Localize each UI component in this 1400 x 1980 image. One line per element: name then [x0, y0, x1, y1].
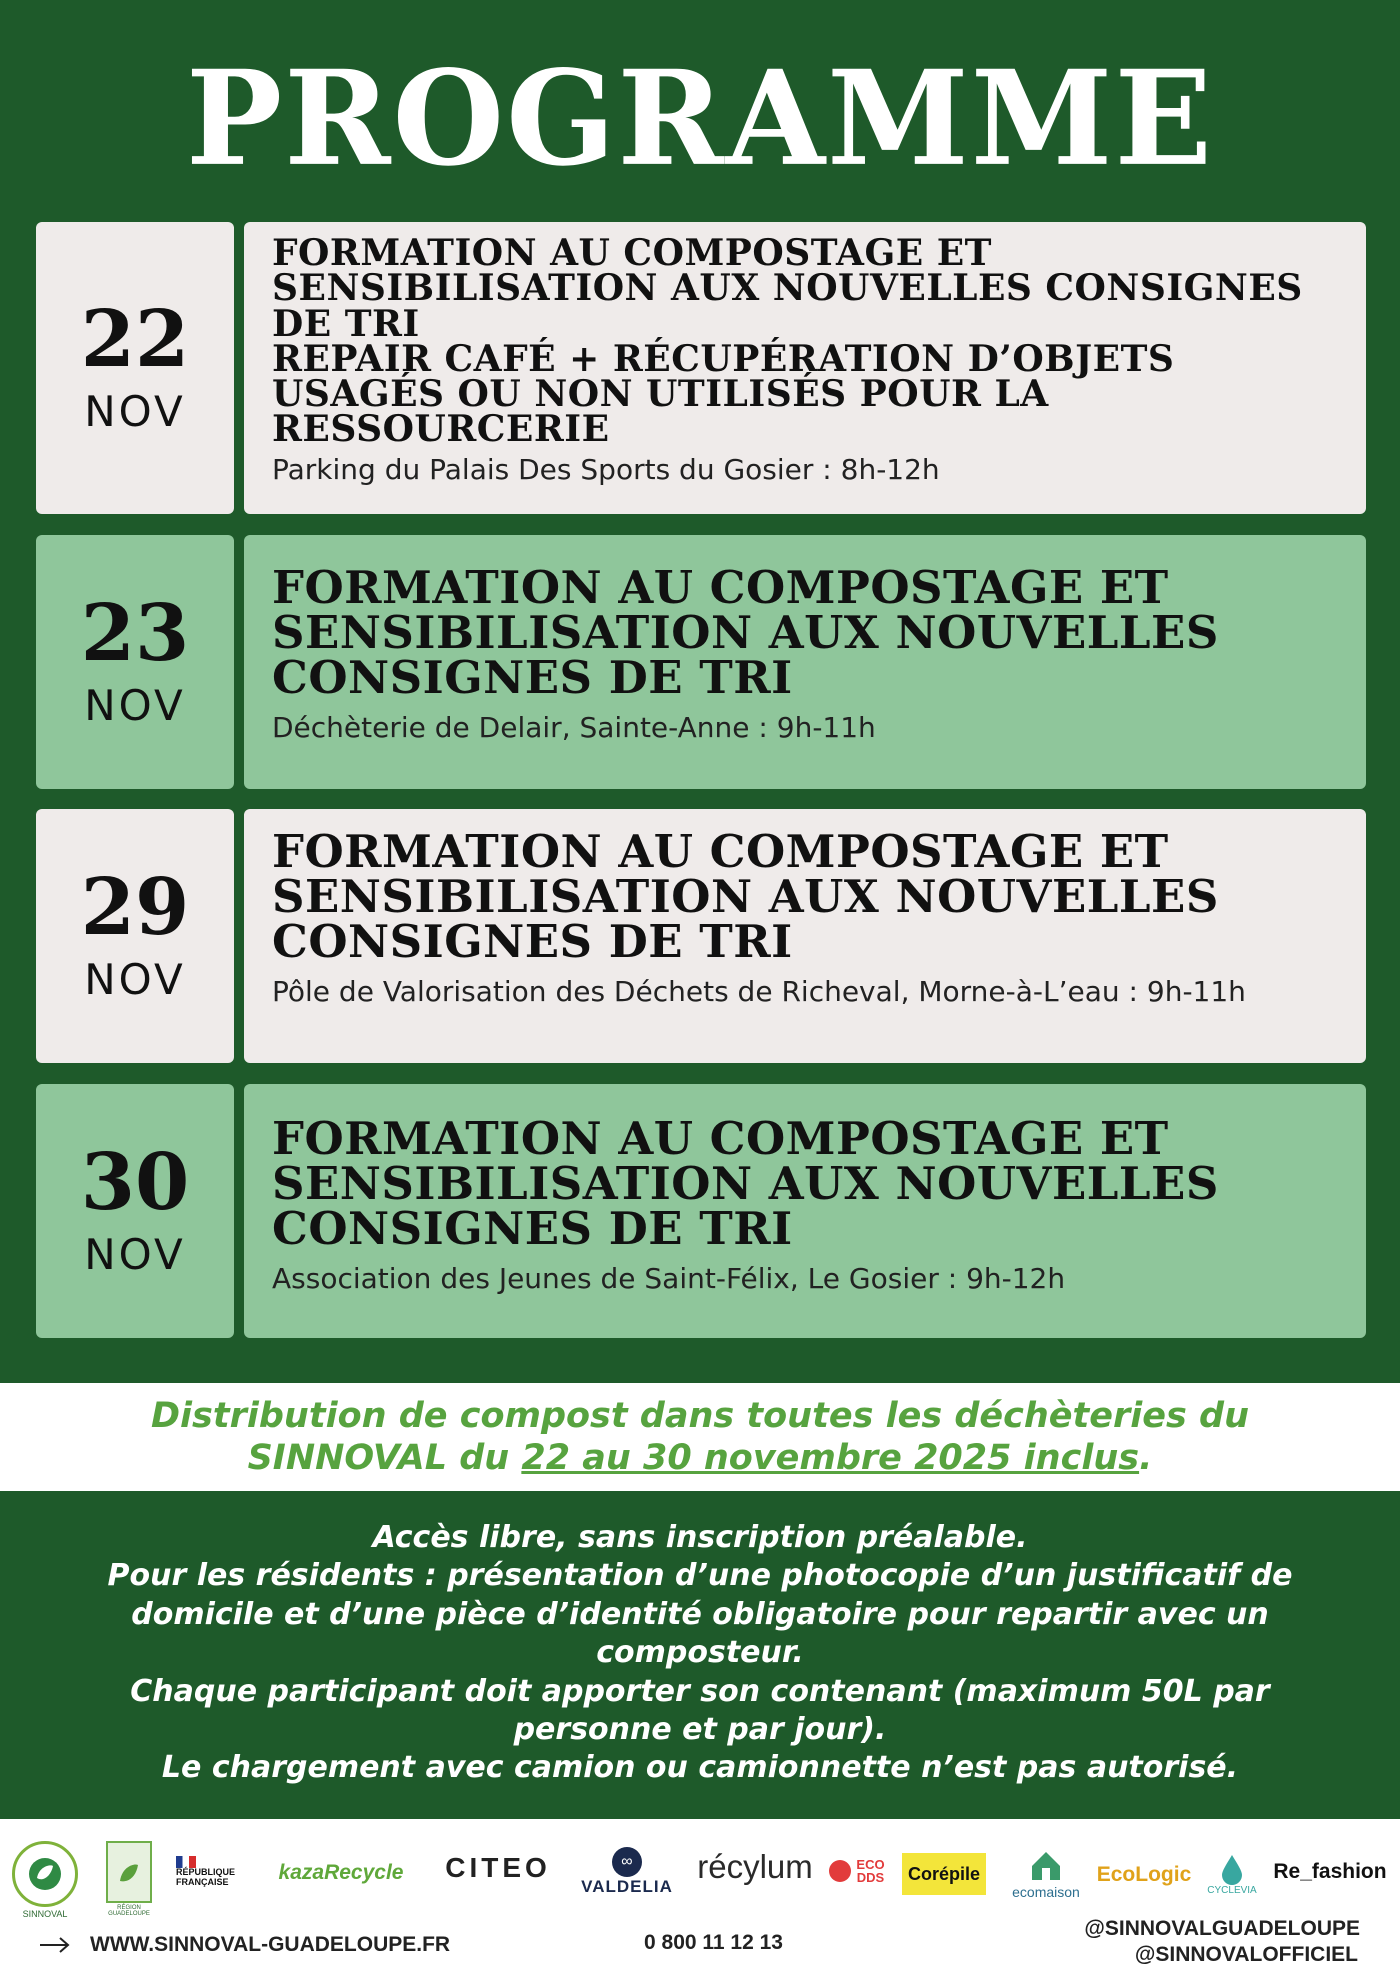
- phone-number: 0 800 11 12 13: [644, 1931, 783, 1954]
- page-title: PROGRAMME: [185, 42, 1215, 196]
- distribution-suffix: .: [1139, 1438, 1153, 1478]
- republique-text: RÉPUBLIQUE FRANÇAISE: [176, 1867, 236, 1887]
- event-23-nov: [36, 535, 1366, 789]
- republique-logo: [176, 1849, 240, 1895]
- cyclevia-logo: [1200, 1841, 1264, 1907]
- event-day: 23: [80, 587, 190, 679]
- event-title-line: FORMATION AU COMPOSTAGE ET: [272, 1112, 1169, 1165]
- recylum-logo: récylum: [697, 1848, 813, 1885]
- event-card: [244, 222, 1366, 514]
- distribution-line-2: [0, 1437, 1400, 1479]
- drop-icon: [1218, 1853, 1246, 1885]
- kazarecycle-logo: kazaRecycle: [278, 1861, 404, 1884]
- event-title-line: RESSOURCERIE: [272, 408, 610, 451]
- event-location: Déchèterie de Delair, Sainte-Anne : 9h-11h: [272, 711, 876, 744]
- event-date: [36, 535, 234, 789]
- event-location: Pôle de Valorisation des Déchets de Richeval, Morne-à-L’eau : 9h-11h: [272, 975, 1246, 1008]
- event-day: 29: [80, 861, 190, 953]
- event-title-line: FORMATION AU COMPOSTAGE ET: [272, 232, 992, 274]
- event-30-nov: [36, 1084, 1366, 1338]
- refashion-logo: Re_fashion: [1273, 1860, 1387, 1883]
- event-29-nov: [36, 809, 1366, 1063]
- social-handle-2[interactable]: @SINNOVALOFFICIEL: [1134, 1943, 1358, 1966]
- region-logo-text: RÉGION GUADELOUPE: [108, 1905, 150, 1917]
- event-22-nov: [36, 222, 1366, 514]
- distribution-prefix: SINNOVAL du: [247, 1438, 522, 1478]
- event-title-line: SENSIBILISATION AUX NOUVELLES: [272, 606, 1219, 659]
- event-location: Association des Jeunes de Saint-Félix, Le Gosier : 9h-12h: [272, 1262, 1066, 1295]
- event-title-line: SENSIBILISATION AUX NOUVELLES: [272, 870, 1219, 923]
- distribution-line-1: Distribution de compost dans toutes les déchèteries du: [151, 1396, 1249, 1436]
- social-handle-1[interactable]: @SINNOVALGUADELOUPE: [1084, 1917, 1360, 1940]
- region-icon: [114, 1857, 144, 1887]
- house-icon: [1028, 1848, 1064, 1884]
- valdelia-text: VALDELIA: [581, 1877, 673, 1896]
- event-month: NOV: [84, 954, 186, 1004]
- event-day: 30: [80, 1136, 190, 1228]
- ecologic-logo: EcoLogic: [1096, 1863, 1192, 1886]
- cyclevia-text: CYCLEVIA: [1207, 1884, 1257, 1896]
- distribution-banner: [0, 1383, 1400, 1491]
- info-block: [0, 1491, 1400, 1819]
- footer: [0, 1819, 1400, 1980]
- info-line: personne et par jour).: [513, 1711, 887, 1747]
- event-date: [36, 1084, 234, 1338]
- region-logo: [106, 1841, 152, 1903]
- event-month: NOV: [84, 1229, 186, 1279]
- event-title: [272, 232, 1338, 451]
- event-date: [36, 222, 234, 514]
- event-title-line: CONSIGNES DE TRI: [272, 651, 793, 704]
- valdelia-logo: [574, 1837, 680, 1907]
- event-card: [244, 1084, 1366, 1338]
- info-line: Chaque participant doit apporter son contenant (maximum 50L par: [130, 1673, 1270, 1709]
- event-month: NOV: [84, 680, 186, 730]
- event-day: 22: [80, 293, 190, 385]
- event-month: NOV: [84, 386, 186, 436]
- ecomaison-logo: [1004, 1837, 1088, 1911]
- event-card: [244, 809, 1366, 1063]
- ecodds-logo: [826, 1851, 890, 1891]
- sinnoval-logo: [12, 1841, 78, 1907]
- website-link[interactable]: WWW.SINNOVAL-GUADELOUPE.FR: [90, 1933, 451, 1956]
- event-title-line: CONSIGNES DE TRI: [272, 915, 793, 968]
- info-line: Le chargement avec camion ou camionnette n’est pas autorisé.: [161, 1750, 1239, 1786]
- citeo-logo: CITEO: [445, 1852, 551, 1883]
- event-location: Parking du Palais Des Sports du Gosier : 8h-12h: [272, 452, 940, 486]
- event-title-line: DE TRI: [272, 302, 420, 345]
- event-title-line: FORMATION AU COMPOSTAGE ET: [272, 825, 1169, 878]
- ecomaison-text: ecomaison: [1012, 1884, 1080, 1900]
- event-title: [272, 1112, 1338, 1255]
- info-line: domicile et d’une pièce d’identité obligatoire pour repartir avec un: [131, 1596, 1269, 1632]
- event-title-line: SENSIBILISATION AUX NOUVELLES: [272, 1157, 1219, 1210]
- distribution-dates: 22 au 30 novembre 2025 inclus: [521, 1438, 1140, 1478]
- info-line: Accès libre, sans inscription préalable.: [372, 1520, 1028, 1555]
- corepile-logo: Corépile: [902, 1853, 986, 1895]
- event-card: [244, 535, 1366, 789]
- event-title-line: FORMATION AU COMPOSTAGE ET: [272, 561, 1169, 614]
- event-title: [272, 825, 1338, 968]
- info-line: Pour les résidents : présentation d’une photocopie d’un justificatif de: [107, 1558, 1293, 1594]
- ecodds-icon: [829, 1860, 851, 1882]
- event-title-line: USAGÉS OU NON UTILISÉS POUR LA: [272, 373, 1049, 416]
- valdelia-icon: ∞: [612, 1847, 642, 1877]
- leaf-icon: [25, 1854, 65, 1894]
- event-title-line: REPAIR CAFÉ + RÉCUPÉRATION D’OBJETS: [272, 337, 1175, 380]
- event-title: [272, 561, 1338, 704]
- event-date: [36, 809, 234, 1063]
- info-line: composteur.: [596, 1635, 804, 1671]
- event-title-line: CONSIGNES DE TRI: [272, 1202, 793, 1255]
- event-title-line: SENSIBILISATION AUX NOUVELLES CONSIGNES: [272, 267, 1303, 310]
- arrow-right-icon: [38, 1935, 72, 1955]
- sinnoval-logo-text: SINNOVAL: [22, 1909, 68, 1919]
- ecodds-text: ECO DDS: [856, 1857, 885, 1885]
